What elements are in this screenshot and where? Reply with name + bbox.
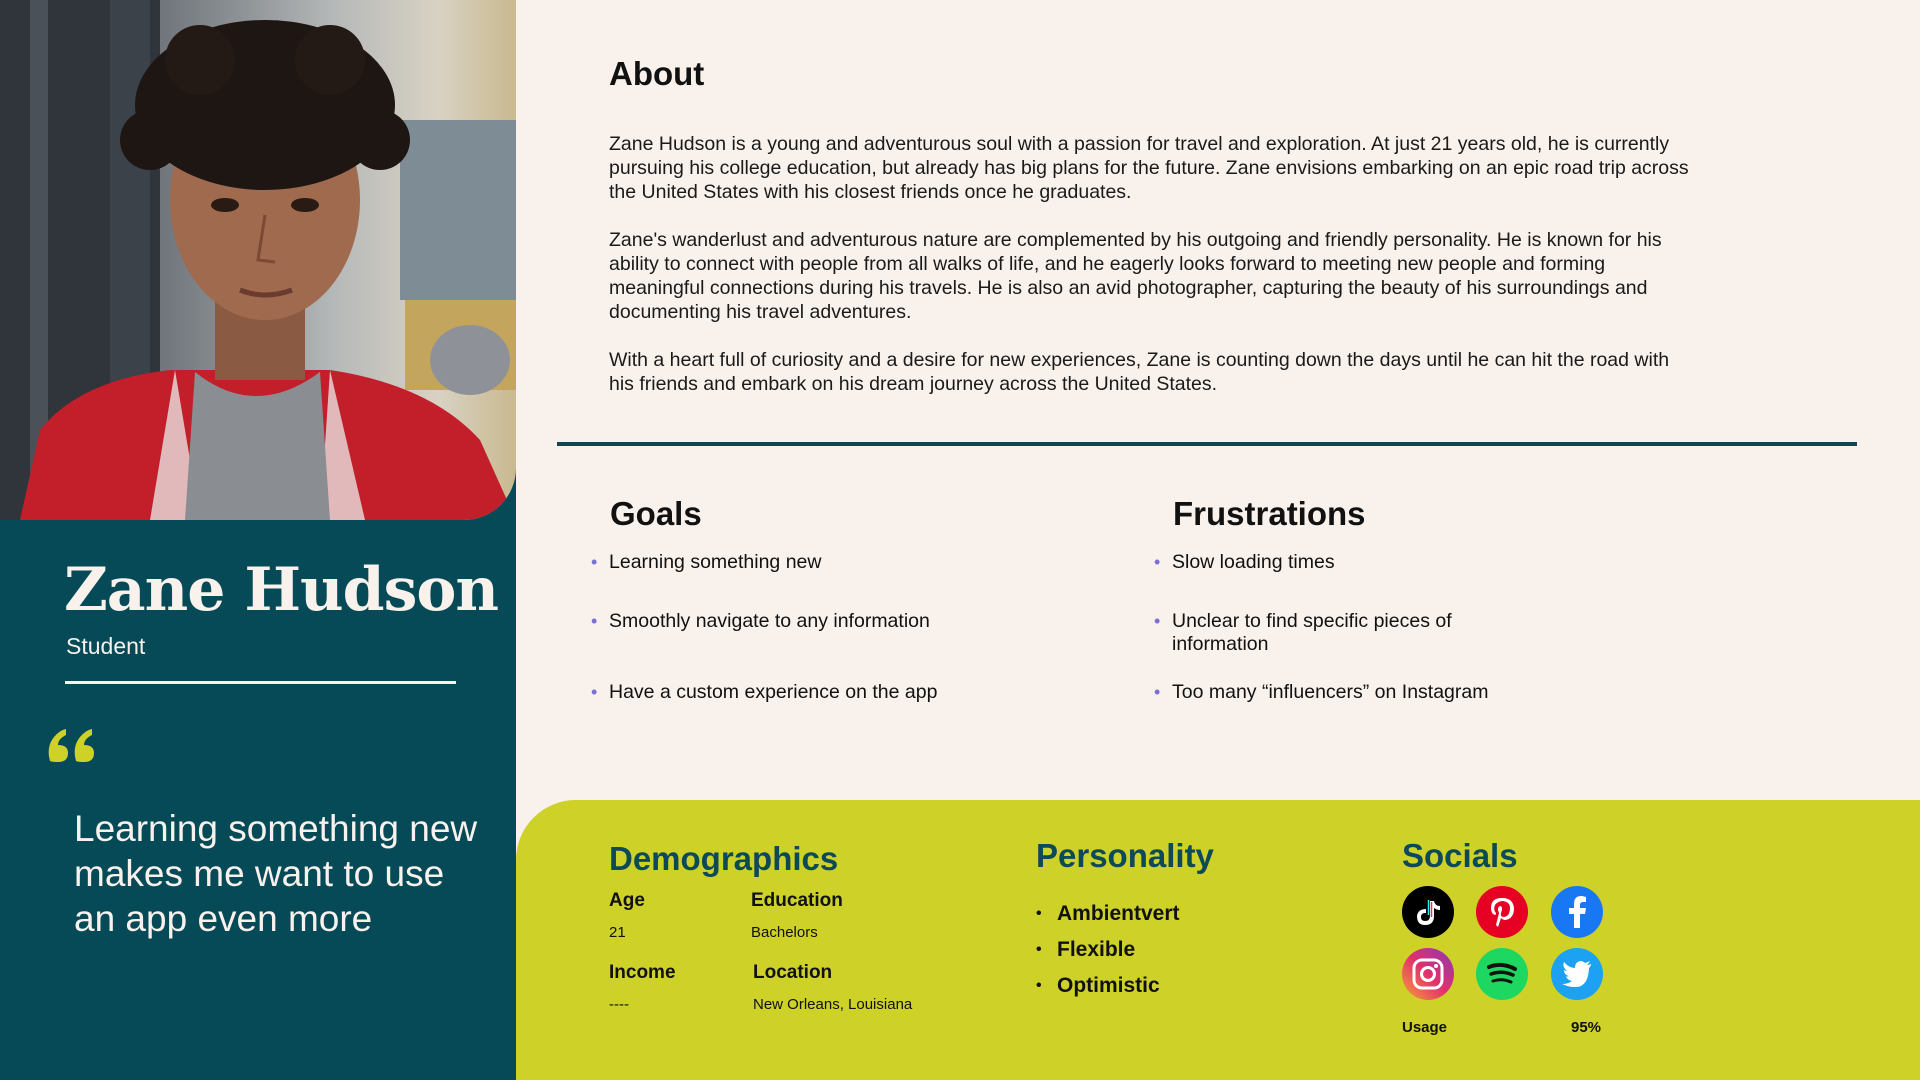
usage-value: 95% [1571, 1019, 1602, 1036]
income-value: ---- [609, 996, 629, 1013]
persona-photo [0, 0, 516, 520]
twitter-icon[interactable] [1551, 948, 1603, 1000]
frustration-item: • Too many “influencers” on Instagram [1154, 681, 1514, 704]
pinterest-icon[interactable] [1476, 886, 1528, 938]
frustration-item: • Slow loading times [1154, 551, 1514, 574]
section-divider [557, 442, 1857, 446]
persona-name: Zane Hudson [64, 555, 499, 625]
education-label: Education [751, 890, 843, 911]
goals-list [591, 551, 1051, 704]
persona-role: Student [66, 633, 146, 659]
usage-label: Usage [1402, 1019, 1448, 1036]
goal-item: • Learning something new [591, 551, 1051, 574]
trait-item: • Ambientvert [1036, 896, 1180, 932]
persona-quote: Learning something new makes me want to use an app even more [74, 808, 478, 939]
location-value: New Orleans, Louisiana [753, 996, 913, 1013]
about-paragraph: Zane Hudson is a young and adventurous soul with a passion for travel and exploration. At just 21 years old, he is currently pursuing his college education, but already has big plans for the future. Zane envisions embarking on an epic road trip across the United States with his closest friends once he graduates. [609, 133, 1689, 203]
tiktok-icon[interactable] [1402, 886, 1454, 938]
age-label: Age [609, 890, 645, 911]
name-divider [65, 681, 456, 684]
instagram-icon[interactable] [1402, 948, 1454, 1000]
about-text [609, 132, 1694, 420]
trait-item: • Flexible [1036, 932, 1180, 968]
facebook-icon[interactable] [1551, 886, 1603, 938]
personality-heading: Personality [1036, 837, 1214, 874]
persona-sidebar [0, 0, 516, 1080]
goal-item: • Have a custom experience on the app [591, 681, 1051, 704]
income-label: Income [609, 962, 676, 983]
education-value: Bachelors [751, 924, 818, 941]
frustrations-heading: Frustrations [1173, 495, 1366, 532]
socials-heading: Socials [1402, 837, 1518, 874]
quote-icon [46, 727, 96, 768]
demographics-heading: Demographics [609, 840, 839, 877]
trait-item: • Optimistic [1036, 968, 1180, 1004]
location-label: Location [753, 962, 833, 983]
about-paragraph: With a heart full of curiosity and a desire for new experiences, Zane is counting down the days until he can hit the road with his friends and embark on his dream journey across the United States. [609, 349, 1670, 395]
frustrations-list [1154, 551, 1514, 704]
age-value: 21 [609, 924, 626, 941]
about-paragraph: Zane's wanderlust and adventurous nature are complemented by his outgoing and friendly personality. He is known for his ability to connect with people from all walks of life, and he eagerly looks forward to meeting new people and forming meaningful connections during his travels. He is also an avid photographer, capturing the beauty of his surroundings and documenting his travel adventures. [609, 229, 1662, 323]
about-heading: About [609, 55, 705, 92]
frustration-item: • Unclear to find specific pieces of information [1154, 610, 1514, 656]
goal-item: • Smoothly navigate to any information [591, 610, 1051, 633]
spotify-icon[interactable] [1476, 948, 1528, 1000]
personality-list [1036, 896, 1180, 1004]
goals-heading: Goals [610, 495, 702, 532]
